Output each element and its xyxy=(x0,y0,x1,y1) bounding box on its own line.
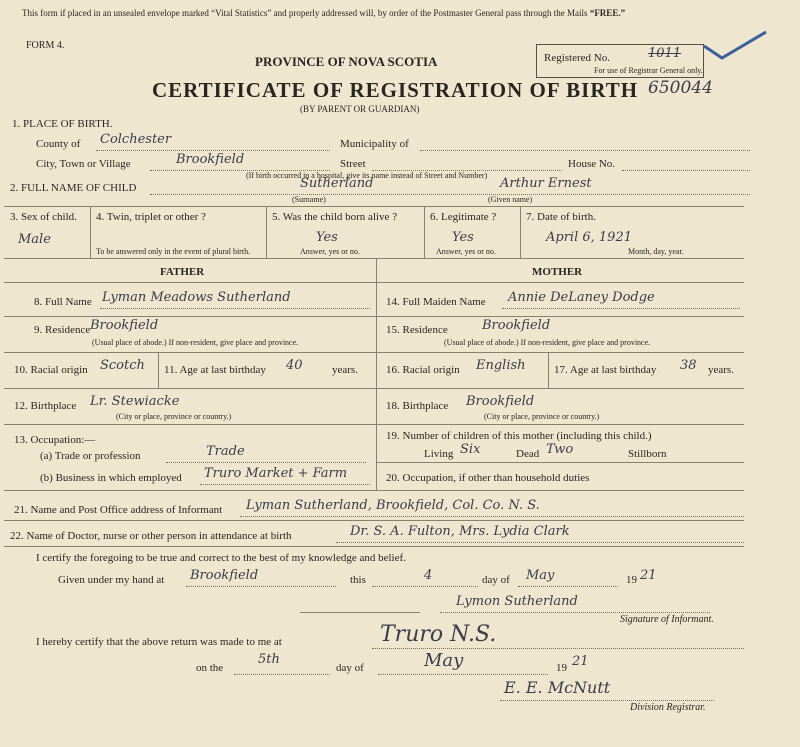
certificate-subtitle: (BY PARENT OR GUARDIAN) xyxy=(300,104,420,114)
trade-value: Trade xyxy=(206,444,245,459)
given-place-value: Brookfield xyxy=(190,568,259,583)
certify-statement: I certify the foregoing to be true and correct to the best of my knowledge and belief. xyxy=(36,552,406,564)
form-number: FORM 4. xyxy=(26,40,65,51)
registrar-year-prefix: 19 xyxy=(556,662,567,674)
occupation-label: 13. Occupation:— xyxy=(14,434,96,446)
hospital-note: (If birth occurred in a hospital, give its name instead of Street and Number) xyxy=(246,171,488,180)
father-race-label: 10. Racial origin xyxy=(14,364,88,376)
mother-residence-value: Brookfield xyxy=(482,318,551,333)
legitimate-label: 6. Legitimate ? xyxy=(430,211,497,223)
child-given-value: Arthur Ernest xyxy=(500,176,592,191)
registrar-statement: I hereby certify that the above return was made to me at xyxy=(36,636,282,648)
twin-label: 4. Twin, triplet or other ? xyxy=(96,211,206,223)
father-age-value: 40 xyxy=(286,358,303,373)
registrar-place-value: Truro N.S. xyxy=(380,622,497,647)
legitimate-note: Answer, yes or no. xyxy=(436,247,496,256)
mail-notice-text: This form if placed in an unsealed envelope marked “Vital Statistics” and properly addressed will, by order of the Postmaster General pass through the Mails xyxy=(22,8,588,18)
father-birthplace-value: Lr. Stewiacke xyxy=(90,394,180,409)
dob-value: April 6, 1921 xyxy=(546,230,632,245)
alive-value: Yes xyxy=(316,230,338,245)
check-mark-icon xyxy=(700,28,770,62)
given-label: Given under my hand at xyxy=(58,574,165,586)
mother-name-label: 14. Full Maiden Name xyxy=(386,296,486,308)
business-value: Truro Market + Farm xyxy=(204,466,348,481)
mail-notice-free: “FREE.” xyxy=(589,8,626,18)
county-value: Colchester xyxy=(100,132,172,147)
mother-birthplace-value: Brookfield xyxy=(466,394,535,409)
trade-label: (a) Trade or profession xyxy=(40,450,141,462)
registrar-dayof-value: May xyxy=(424,650,464,671)
division-registrar-label: Division Registrar. xyxy=(630,702,706,713)
registered-note: For use of Registrar General only. xyxy=(594,66,703,75)
father-birthplace-note: (City or place, province or country.) xyxy=(116,412,232,421)
year-value: 21 xyxy=(640,568,657,583)
on-value: 5th xyxy=(258,652,280,667)
stillborn-label: Stillborn xyxy=(628,448,667,460)
this-label: this xyxy=(350,574,366,586)
city-value: Brookfield xyxy=(176,152,245,167)
given-name-note: (Given name) xyxy=(488,195,533,204)
place-section-label: 1. PLACE OF BIRTH. xyxy=(12,118,113,130)
surname-note: (Surname) xyxy=(292,195,326,204)
mother-birthplace-note: (City or place, province or country.) xyxy=(484,412,600,421)
certificate-title: CERTIFICATE OF REGISTRATION OF BIRTH xyxy=(152,78,639,102)
dob-label: 7. Date of birth. xyxy=(526,211,596,223)
twin-note: To be answered only in the event of plural birth. xyxy=(96,247,251,256)
registrar-dayof-label: day of xyxy=(336,662,364,674)
mother-residence-note: (Usual place of abode.) If non-resident, give place and province. xyxy=(444,338,651,347)
father-residence-value: Brookfield xyxy=(90,318,159,333)
father-age-label: 11. Age at last birthday xyxy=(164,364,266,376)
mother-age-value: 38 xyxy=(680,358,697,373)
dead-value: Two xyxy=(546,442,574,457)
father-heading: FATHER xyxy=(160,266,205,278)
dead-label: Dead xyxy=(516,448,540,460)
doctor-label: 22. Name of Doctor, nurse or other person in attendance at birth xyxy=(10,530,292,542)
alive-label: 5. Was the child born alive ? xyxy=(272,211,398,223)
children-count-label: 19. Number of children of this mother (including this child.) xyxy=(386,430,652,442)
registrar-signature: E. E. McNutt xyxy=(504,678,611,697)
father-birthplace-label: 12. Birthplace xyxy=(14,400,77,412)
business-label: (b) Business in which employed xyxy=(40,472,182,484)
mother-years-label: years. xyxy=(708,364,734,376)
father-race-value: Scotch xyxy=(100,358,145,373)
living-label: Living xyxy=(424,448,454,460)
doctor-value: Dr. S. A. Fulton, Mrs. Lydia Clark xyxy=(350,524,570,539)
signature-informant-label: Signature of Informant. xyxy=(620,614,714,625)
city-label: City, Town or Village xyxy=(36,158,131,170)
mother-birthplace-label: 18. Birthplace xyxy=(386,400,449,412)
informant-value: Lyman Sutherland, Brookfield, Col. Co. N. S. xyxy=(246,498,540,513)
dayof-value: May xyxy=(526,568,555,583)
father-name-label: 8. Full Name xyxy=(34,296,92,308)
mother-race-value: English xyxy=(476,358,526,373)
on-label: on the xyxy=(196,662,224,674)
province-heading: PROVINCE OF NOVA SCOTIA xyxy=(255,54,438,69)
living-value: Six xyxy=(460,442,481,457)
registered-value: 1011 xyxy=(648,46,682,61)
certificate-number: 650044 xyxy=(648,78,713,98)
mother-race-label: 16. Racial origin xyxy=(386,364,460,376)
house-label: House No. xyxy=(568,158,616,170)
informant-label: 21. Name and Post Office address of Informant xyxy=(14,504,223,516)
street-label: Street xyxy=(340,158,366,170)
father-residence-label: 9. Residence xyxy=(34,324,91,336)
alive-note: Answer, yes or no. xyxy=(300,247,360,256)
sex-label: 3. Sex of child. xyxy=(10,211,77,223)
dayof-label: day of xyxy=(482,574,510,586)
legitimate-value: Yes xyxy=(452,230,474,245)
mother-age-label: 17. Age at last birthday xyxy=(554,364,657,376)
mother-occupation-label: 20. Occupation, if other than household duties xyxy=(386,472,590,484)
mother-heading: MOTHER xyxy=(532,266,583,278)
informant-signature: Lymon Sutherland xyxy=(456,594,578,609)
father-residence-note: (Usual place of abode.) If non-resident, give place and province. xyxy=(92,338,299,347)
child-name-label: 2. FULL NAME OF CHILD xyxy=(10,182,137,194)
registrar-year-value: 21 xyxy=(572,654,589,669)
registered-label: Registered No. xyxy=(544,52,610,64)
dob-note: Month, day, year. xyxy=(628,247,684,256)
mother-name-value: Annie DeLaney Dodge xyxy=(508,290,655,305)
mother-residence-label: 15. Residence xyxy=(386,324,448,336)
father-name-value: Lyman Meadows Sutherland xyxy=(102,290,291,305)
year-prefix: 19 xyxy=(626,574,637,586)
this-value: 4 xyxy=(424,568,433,583)
father-years-label: years. xyxy=(332,364,358,376)
child-surname-value: Sutherland xyxy=(300,176,374,191)
county-label: County of xyxy=(36,138,81,150)
municipality-label: Municipality of xyxy=(340,138,409,150)
mail-notice xyxy=(22,8,625,18)
sex-value: Male xyxy=(18,232,51,247)
